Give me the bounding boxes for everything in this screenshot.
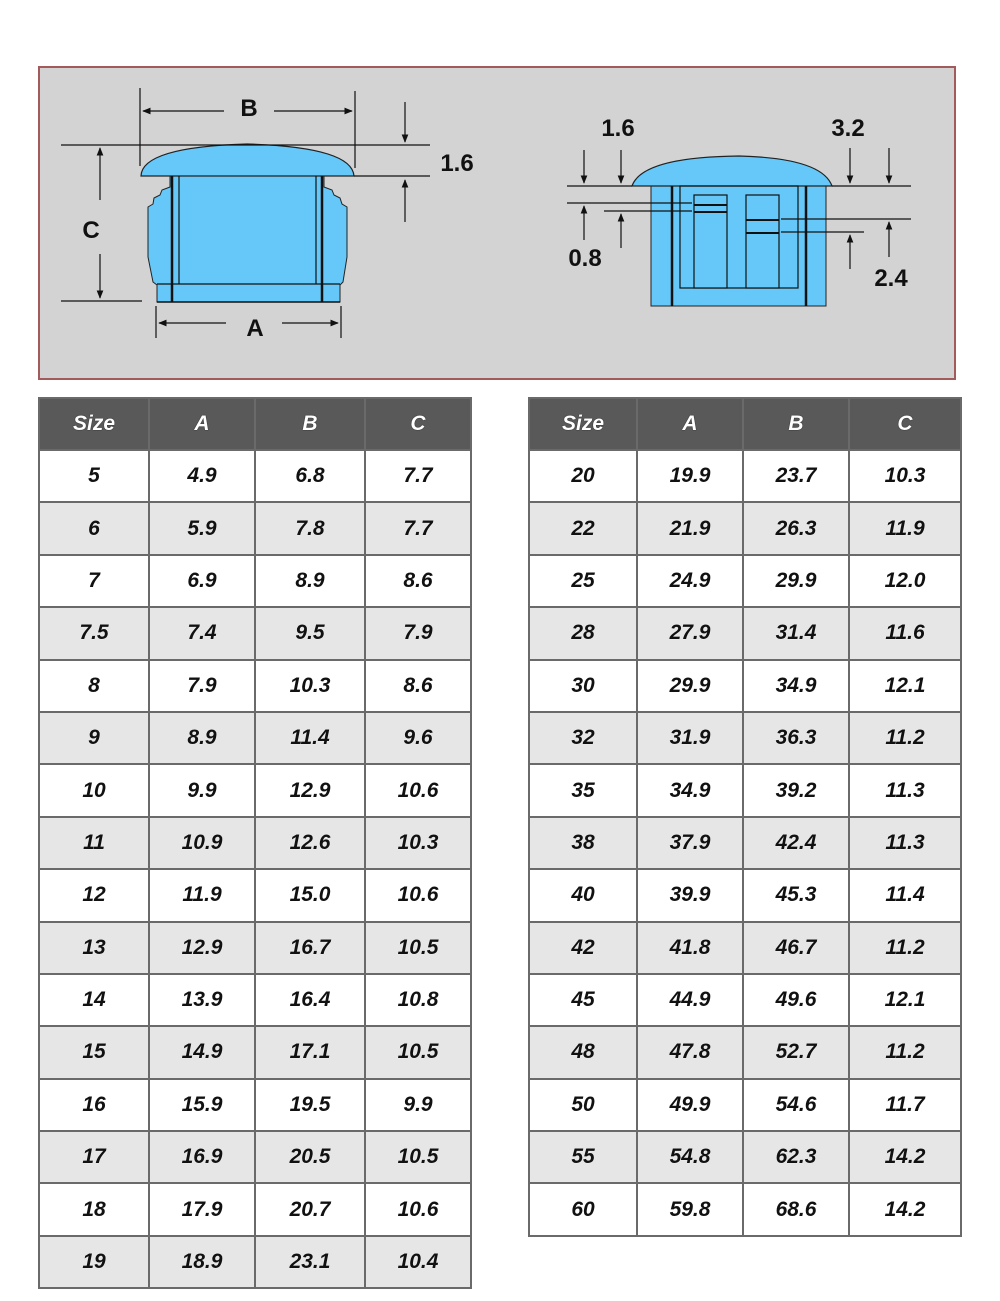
cell-a: 7.9 xyxy=(150,661,254,711)
cell-b: 7.8 xyxy=(256,503,364,553)
cell-size: 14 xyxy=(40,975,148,1025)
cell-a: 54.8 xyxy=(638,1132,742,1182)
table-row xyxy=(40,1184,470,1234)
cell-size: 6 xyxy=(40,503,148,553)
cell-a: 17.9 xyxy=(150,1184,254,1234)
table-row xyxy=(40,608,470,658)
table-row xyxy=(40,923,470,973)
cell-c: 10.5 xyxy=(366,923,470,973)
cell-size: 8 xyxy=(40,661,148,711)
cell-size: 45 xyxy=(530,975,636,1025)
cell-size: 9 xyxy=(40,713,148,763)
table-row xyxy=(530,923,960,973)
header-size: Size xyxy=(40,399,148,449)
cell-c: 10.6 xyxy=(366,870,470,920)
cell-c: 10.6 xyxy=(366,1184,470,1234)
label-0-8: 0.8 xyxy=(568,245,602,272)
header-a: A xyxy=(638,399,742,449)
cell-b: 23.7 xyxy=(744,451,848,501)
cell-c: 11.2 xyxy=(850,923,960,973)
cell-b: 16.7 xyxy=(256,923,364,973)
label-a: A xyxy=(246,315,264,342)
cell-a: 47.8 xyxy=(638,1027,742,1077)
cell-b: 39.2 xyxy=(744,765,848,815)
cell-size: 32 xyxy=(530,713,636,763)
cell-size: 7.5 xyxy=(40,608,148,658)
table-row xyxy=(530,818,960,868)
cell-a: 8.9 xyxy=(150,713,254,763)
header-c: C xyxy=(366,399,470,449)
cell-c: 11.6 xyxy=(850,608,960,658)
cell-a: 27.9 xyxy=(638,608,742,658)
cell-c: 7.7 xyxy=(366,451,470,501)
cell-size: 40 xyxy=(530,870,636,920)
cell-size: 55 xyxy=(530,1132,636,1182)
cell-size: 50 xyxy=(530,1080,636,1130)
table-row xyxy=(530,870,960,920)
table-row xyxy=(530,713,960,763)
cell-c: 12.1 xyxy=(850,975,960,1025)
cell-size: 19 xyxy=(40,1237,148,1287)
cell-b: 68.6 xyxy=(744,1184,848,1234)
cell-c: 12.0 xyxy=(850,556,960,606)
cell-b: 12.6 xyxy=(256,818,364,868)
cell-c: 11.2 xyxy=(850,1027,960,1077)
cell-size: 35 xyxy=(530,765,636,815)
table-row xyxy=(40,765,470,815)
cell-b: 62.3 xyxy=(744,1132,848,1182)
cell-b: 54.6 xyxy=(744,1080,848,1130)
cell-c: 11.3 xyxy=(850,765,960,815)
header-a: A xyxy=(150,399,254,449)
table-row xyxy=(40,503,470,553)
cell-b: 8.9 xyxy=(256,556,364,606)
cell-c: 8.6 xyxy=(366,661,470,711)
cell-a: 9.9 xyxy=(150,765,254,815)
dimension-diagram-panel xyxy=(38,66,956,380)
cell-size: 20 xyxy=(530,451,636,501)
label-cap-edge-1-6: 1.6 xyxy=(601,115,635,142)
table-row xyxy=(40,1132,470,1182)
plug-side-view xyxy=(61,88,474,342)
cell-b: 20.7 xyxy=(256,1184,364,1234)
cell-c: 10.5 xyxy=(366,1027,470,1077)
cell-a: 59.8 xyxy=(638,1184,742,1234)
cell-a: 7.4 xyxy=(150,608,254,658)
cell-a: 11.9 xyxy=(150,870,254,920)
plug-dimension-drawings xyxy=(40,68,958,382)
cell-size: 38 xyxy=(530,818,636,868)
cell-a: 49.9 xyxy=(638,1080,742,1130)
cell-b: 17.1 xyxy=(256,1027,364,1077)
cell-b: 52.7 xyxy=(744,1027,848,1077)
header-b: B xyxy=(744,399,848,449)
cell-c: 7.7 xyxy=(366,503,470,553)
table-row xyxy=(40,713,470,763)
header-b: B xyxy=(256,399,364,449)
cell-a: 21.9 xyxy=(638,503,742,553)
table-header-row xyxy=(40,399,470,449)
table-body-right xyxy=(530,451,960,1235)
cell-b: 15.0 xyxy=(256,870,364,920)
cell-b: 36.3 xyxy=(744,713,848,763)
table-row xyxy=(40,661,470,711)
cell-size: 28 xyxy=(530,608,636,658)
table-row xyxy=(530,661,960,711)
label-cap-thickness: 1.6 xyxy=(440,150,474,177)
cell-b: 16.4 xyxy=(256,975,364,1025)
table-row xyxy=(40,1237,470,1287)
cell-c: 10.3 xyxy=(850,451,960,501)
table-row xyxy=(530,1184,960,1234)
cell-a: 16.9 xyxy=(150,1132,254,1182)
cell-a: 13.9 xyxy=(150,975,254,1025)
cell-c: 10.4 xyxy=(366,1237,470,1287)
table-row xyxy=(40,975,470,1025)
table-row xyxy=(40,818,470,868)
cell-b: 19.5 xyxy=(256,1080,364,1130)
cell-b: 49.6 xyxy=(744,975,848,1025)
cell-b: 23.1 xyxy=(256,1237,364,1287)
cell-size: 48 xyxy=(530,1027,636,1077)
cell-size: 12 xyxy=(40,870,148,920)
size-table-right xyxy=(528,397,962,1237)
cell-b: 9.5 xyxy=(256,608,364,658)
cell-size: 7 xyxy=(40,556,148,606)
table-row xyxy=(530,1027,960,1077)
cell-size: 25 xyxy=(530,556,636,606)
header-c: C xyxy=(850,399,960,449)
cell-size: 60 xyxy=(530,1184,636,1234)
cell-c: 10.3 xyxy=(366,818,470,868)
cell-size: 10 xyxy=(40,765,148,815)
label-b: B xyxy=(240,95,258,122)
cell-b: 34.9 xyxy=(744,661,848,711)
cell-a: 14.9 xyxy=(150,1027,254,1077)
cell-b: 42.4 xyxy=(744,818,848,868)
cell-c: 8.6 xyxy=(366,556,470,606)
cell-b: 12.9 xyxy=(256,765,364,815)
label-3-2: 3.2 xyxy=(831,115,865,142)
cell-c: 11.4 xyxy=(850,870,960,920)
cell-a: 44.9 xyxy=(638,975,742,1025)
cell-a: 19.9 xyxy=(638,451,742,501)
table-row xyxy=(530,608,960,658)
cell-a: 24.9 xyxy=(638,556,742,606)
plug-section-view xyxy=(567,115,911,306)
cell-c: 11.9 xyxy=(850,503,960,553)
header-size: Size xyxy=(530,399,636,449)
table-row xyxy=(530,975,960,1025)
cell-c: 12.1 xyxy=(850,661,960,711)
cell-a: 34.9 xyxy=(638,765,742,815)
cell-b: 6.8 xyxy=(256,451,364,501)
cell-b: 29.9 xyxy=(744,556,848,606)
cell-size: 11 xyxy=(40,818,148,868)
cell-size: 15 xyxy=(40,1027,148,1077)
cell-a: 41.8 xyxy=(638,923,742,973)
cell-a: 31.9 xyxy=(638,713,742,763)
cell-a: 6.9 xyxy=(150,556,254,606)
size-table-left xyxy=(38,397,472,1289)
cell-a: 39.9 xyxy=(638,870,742,920)
table-header-row xyxy=(530,399,960,449)
cell-size: 22 xyxy=(530,503,636,553)
table-row xyxy=(530,765,960,815)
cell-b: 26.3 xyxy=(744,503,848,553)
table-row xyxy=(530,451,960,501)
cell-c: 7.9 xyxy=(366,608,470,658)
cell-c: 14.2 xyxy=(850,1132,960,1182)
cell-a: 29.9 xyxy=(638,661,742,711)
cell-b: 11.4 xyxy=(256,713,364,763)
cell-c: 10.5 xyxy=(366,1132,470,1182)
cell-size: 42 xyxy=(530,923,636,973)
table-row xyxy=(40,556,470,606)
cell-c: 11.3 xyxy=(850,818,960,868)
cell-b: 46.7 xyxy=(744,923,848,973)
cell-b: 20.5 xyxy=(256,1132,364,1182)
cell-c: 9.6 xyxy=(366,713,470,763)
cell-size: 5 xyxy=(40,451,148,501)
cell-c: 11.2 xyxy=(850,713,960,763)
cell-a: 15.9 xyxy=(150,1080,254,1130)
cell-a: 4.9 xyxy=(150,451,254,501)
cell-b: 45.3 xyxy=(744,870,848,920)
label-2-4: 2.4 xyxy=(874,265,908,292)
cell-c: 11.7 xyxy=(850,1080,960,1130)
cell-size: 18 xyxy=(40,1184,148,1234)
table-row xyxy=(40,451,470,501)
cell-b: 10.3 xyxy=(256,661,364,711)
cell-b: 31.4 xyxy=(744,608,848,658)
cell-a: 18.9 xyxy=(150,1237,254,1287)
cell-a: 37.9 xyxy=(638,818,742,868)
cell-a: 12.9 xyxy=(150,923,254,973)
cell-c: 10.6 xyxy=(366,765,470,815)
cell-size: 16 xyxy=(40,1080,148,1130)
table-row xyxy=(530,1080,960,1130)
cell-size: 30 xyxy=(530,661,636,711)
table-row xyxy=(40,1080,470,1130)
table-row xyxy=(530,556,960,606)
cell-c: 9.9 xyxy=(366,1080,470,1130)
table-row xyxy=(40,870,470,920)
cell-size: 13 xyxy=(40,923,148,973)
cell-c: 14.2 xyxy=(850,1184,960,1234)
label-c: C xyxy=(82,217,100,244)
table-row xyxy=(530,503,960,553)
table-row xyxy=(40,1027,470,1077)
table-row xyxy=(530,1132,960,1182)
table-body-left xyxy=(40,451,470,1287)
cell-c: 10.8 xyxy=(366,975,470,1025)
cell-size: 17 xyxy=(40,1132,148,1182)
cell-a: 10.9 xyxy=(150,818,254,868)
cell-a: 5.9 xyxy=(150,503,254,553)
